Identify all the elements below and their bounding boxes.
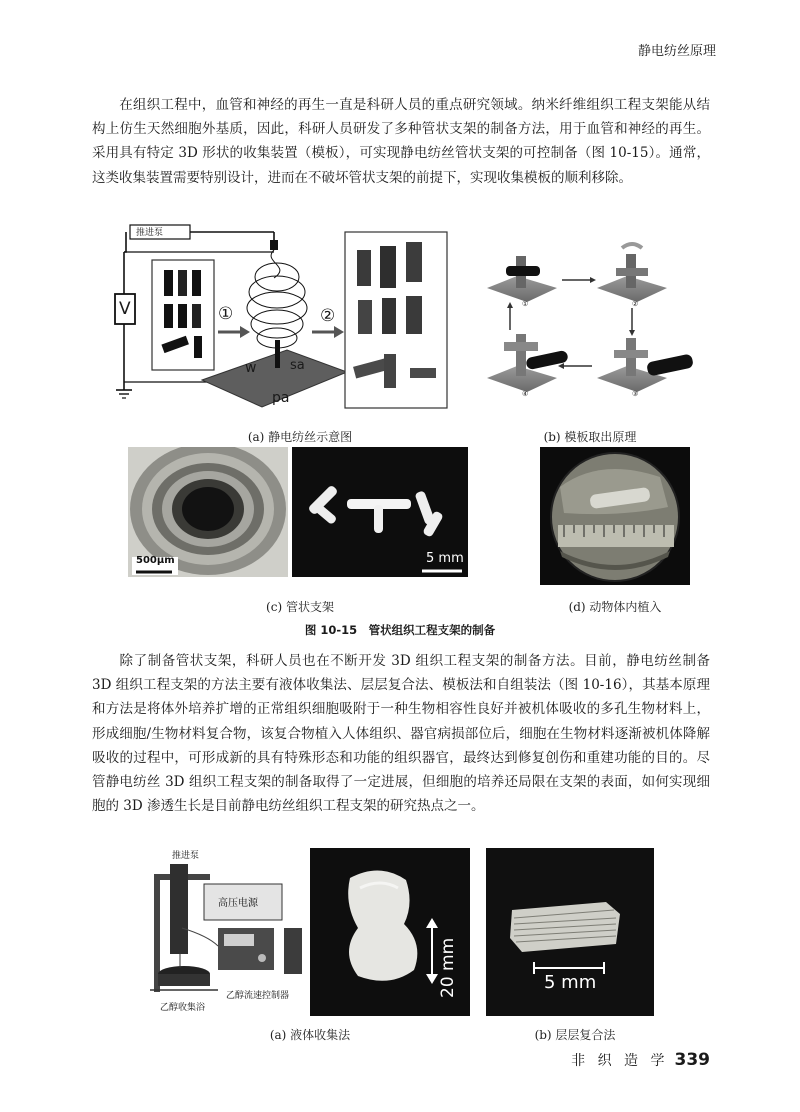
fig-10-16a-scaffold-photo [310, 848, 470, 1016]
layered-scale-label: 5 mm [544, 972, 597, 993]
flow-controller-label: 乙醇流速控制器 [226, 991, 290, 1001]
fig-10-16a-apparatus [148, 848, 306, 1016]
running-header: 静电纺丝原理 [637, 44, 716, 59]
fig-10-16b-layered-photo [486, 848, 654, 1016]
b-step-2: ② [632, 300, 639, 308]
sa-label: sa [290, 358, 305, 373]
fig-10-15d-caption: (d) 动物体内植入 [568, 600, 662, 614]
fig-10-15c-caption: (c) 管状支架 [266, 600, 334, 614]
b-step-4: ④ [522, 390, 529, 398]
step-1-label: ① [218, 304, 234, 324]
fig-10-15a-schematic [112, 222, 450, 412]
step-2-label: ② [320, 306, 336, 326]
page-number: 339 [674, 1050, 710, 1070]
hv-supply-label: 高压电源 [218, 898, 258, 909]
paragraph-2-text: 除了制备管状支架，科研人员也在不断开发 3D 组织工程支架的制备方法。目前，静电纺丝制备 3D 组织工程支架的方法主要有液体收集法、层层复合法、模板法和自组装法（图 10-16），其基本原理和方法是将体外培养扩增的正常组织细胞吸附于一种生物相容性良好并被机体吸收的多孔生物材料上，形成细胞/生物材料复合物，该复合物植入人体组织、器官病损部位后，细胞在生物材料逐渐被机体降解吸收的过程中，可形成新的具有特殊形态和功能的组织器官，最终达到修复创伤和重建功能的目的。尽管静电纺丝 3D 组织工程支架的制备取得了一定进展，但细胞的培养还局限在支架的表面，如何实现细胞的 3D 渗透生长是目前静电纺丝组织工程支架的研究热点之一。 [92, 653, 710, 815]
fig-10-15b-diagram [482, 238, 700, 413]
page-footer [571, 1050, 710, 1070]
fig-10-16a-caption: (a) 液体收集法 [269, 1028, 351, 1042]
ethanol-bath-label: 乙醇收集浴 [160, 1003, 206, 1013]
paragraph-2 [92, 649, 710, 818]
b-step-1: ① [522, 300, 529, 308]
voltage-label: V [119, 299, 131, 319]
fig-10-15c-sem-photo [128, 447, 288, 577]
fig-10-15a-caption: (a) 静电纺丝示意图 [247, 430, 353, 444]
book-title: 非 织 造 学 [571, 1053, 669, 1069]
pump-label: 推进泵 [136, 228, 164, 238]
fig-10-15b-caption: (b) 模板取出原理 [543, 430, 637, 444]
sem-scale-label: 500μm [136, 555, 175, 566]
paragraph-1-text: 在组织工程中，血管和神经的再生一直是科研人员的重点研究领域。纳米纤维组织工程支架能从结构上仿生天然细胞外基质，因此，科研人员研发了多种管状支架的制备方法，用于血管和神经的再生。采用具有特定 3D 形状的收集装置（模板），可实现静电纺丝管状支架的可控制备（图 10-15）。通常，这类收集装置需要特别设计，进而在不破坏管状支架的前提下，实现收集模板的顺利移除。 [92, 97, 710, 186]
liquid-scale-label: 20 mm [438, 937, 458, 998]
branch-scale-label: 5 mm [426, 551, 464, 566]
pa-label: pa [272, 390, 290, 406]
w-label: w [245, 360, 257, 376]
fig-10-15c-branches-photo [292, 447, 468, 577]
paragraph-1 [92, 93, 710, 190]
fig-10-15d-photo [540, 447, 690, 585]
apparatus-pump-label: 推进泵 [172, 851, 200, 861]
figure-10-15-title: 图 10-15 管状组织工程支架的制备 [304, 623, 496, 637]
b-step-3: ③ [632, 390, 639, 398]
fig-10-16b-caption: (b) 层层复合法 [534, 1028, 616, 1042]
